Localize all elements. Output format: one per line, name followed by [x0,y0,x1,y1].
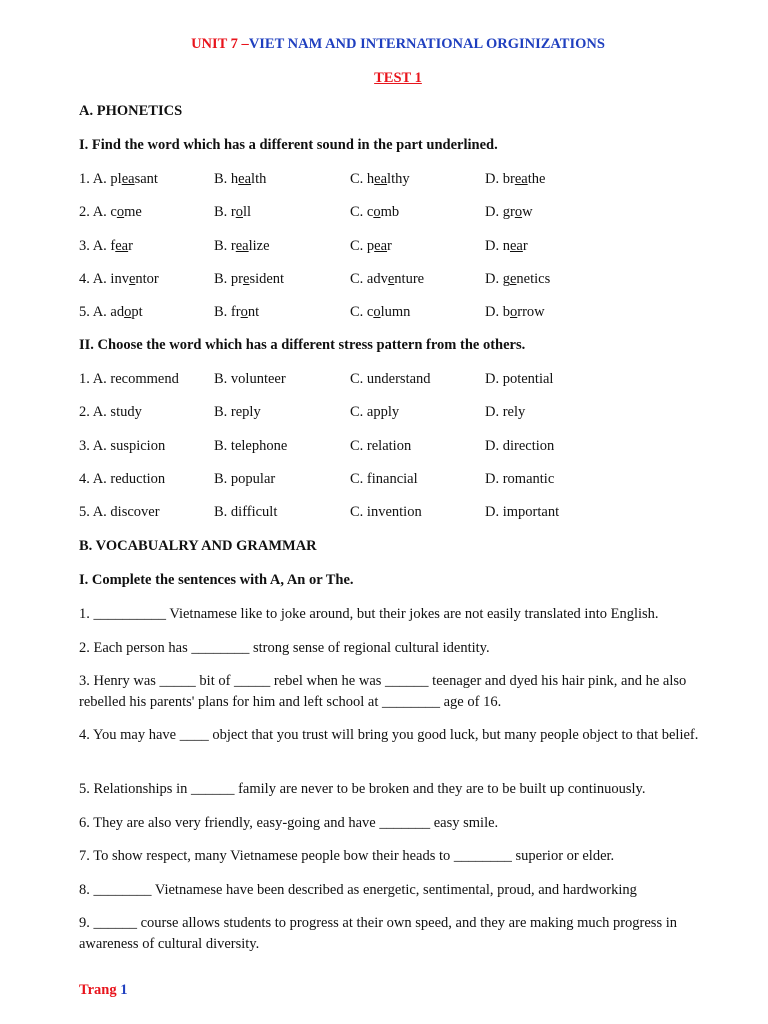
underlined-sound: ea [238,171,252,187]
underlined-sound: e [243,271,250,287]
option-b: B. president [214,271,285,287]
underlined-sound: o [124,304,132,320]
unit-title [0,36,768,53]
underlined-sound: e [387,271,395,287]
option-d: D. grow [485,204,533,220]
option-c: C. invention [350,504,422,520]
grammar-instruction-1: I. Complete the sentences with A, An or The. [79,572,354,588]
option-c: C. relation [350,438,412,454]
sentence-item: 5. Relationships in ______ family are never to be broken and they are to be built up continuously. [79,781,646,797]
option-d: D. important [485,504,560,520]
sentence-item: 4. You may have ____ object that you trust will bring you good luck, but many people object to that belief. [79,727,699,743]
underlined-sound: ea [115,238,129,254]
underlined-sound: ea [121,171,135,187]
underlined-sound: ea [235,238,249,254]
footer-label: Trang [79,982,117,998]
option-a: 1. A. pleasant [79,171,158,187]
sentence-item: 6. They are also very friendly, easy-going and have _______ easy smile. [79,815,499,831]
underlined-sound: o [116,204,125,220]
option-c: C. column [350,304,411,320]
option-b: B. reply [214,404,261,420]
underlined-sound: ea [374,238,388,254]
option-a: 3. A. suspicion [79,438,166,454]
option-b: B. realize [214,238,270,254]
option-c: C. healthy [350,171,410,187]
underlined-sound: ea [509,238,523,254]
unit-prefix: UNIT 7 – [191,36,249,52]
option-d: D. potential [485,371,554,387]
stress-row [79,371,719,391]
phonetics-instruction-2: II. Choose the word which has a different stress pattern from the others. [79,337,526,353]
stress-row [79,404,719,424]
option-d: D. genetics [485,271,551,287]
option-a: 1. A. recommend [79,371,179,387]
underlined-sound: o [373,304,381,320]
phonetics-row [79,271,719,291]
option-d: D. breathe [485,171,546,187]
phonetics-row [79,304,719,324]
stress-row [79,438,719,458]
underlined-sound: ea [374,171,388,187]
option-b: B. volunteer [214,371,286,387]
section-b-title: B. VOCABUALRY AND GRAMMAR [79,538,317,554]
phonetics-row [79,238,719,258]
underlined-sound: o [514,204,523,220]
sentence-item: 3. Henry was _____ bit of _____ rebel when he was ______ teenager and dyed his hair pink, and he also rebelled his parents' plans for him and left school at ________ age of 16. [79,673,687,710]
option-c: C. adventure [350,271,425,287]
stress-row [79,504,719,524]
underlined-sound: o [509,304,518,320]
stress-row [79,471,719,491]
sentence-item: 8. ________ Vietnamese have been described as energetic, sentimental, proud, and hardworking [79,882,637,898]
sentence-item: 2. Each person has ________ strong sense of regional cultural identity. [79,640,490,656]
underlined-sound: e [128,271,136,287]
option-b: B. difficult [214,504,278,520]
phonetics-row [79,171,719,191]
option-a: 2. A. come [79,204,142,220]
phonetics-instruction-1: I. Find the word which has a different sound in the part underlined. [79,137,498,153]
option-c: C. comb [350,204,400,220]
unit-name: VIET NAM AND INTERNATIONAL ORGINIZATIONS [248,36,605,52]
option-b: B. telephone [214,438,288,454]
option-a: 5. A. discover [79,504,160,520]
option-c: C. financial [350,471,418,487]
option-a: 2. A. study [79,404,142,420]
underlined-sound: o [373,204,381,220]
option-a: 3. A. fear [79,238,133,254]
page-footer [79,982,127,999]
option-c: C. understand [350,371,431,387]
phonetics-row [79,204,719,224]
option-d: D. borrow [485,304,545,320]
underlined-sound: o [240,304,248,320]
option-b: B. popular [214,471,276,487]
underlined-sound: o [235,204,243,220]
sentence-item: 7. To show respect, many Vietnamese people bow their heads to ________ superior or elder. [79,848,615,864]
test-title: TEST 1 [374,70,422,86]
option-c: C. pear [350,238,392,254]
option-b: B. health [214,171,267,187]
underlined-sound: e [509,271,517,287]
section-a-title: A. PHONETICS [79,103,183,119]
option-a: 4. A. reduction [79,471,166,487]
option-d: D. near [485,238,528,254]
underlined-sound: ea [514,171,528,187]
option-c: C. apply [350,404,400,420]
option-a: 5. A. adopt [79,304,143,320]
sentence-item: 9. ______ course allows students to progress at their own speed, and they are making much progress in awareness of cultural diversity. [79,915,677,952]
option-d: D. rely [485,404,526,420]
option-d: D. romantic [485,471,555,487]
option-a: 4. A. inventor [79,271,159,287]
option-d: D. direction [485,438,555,454]
option-b: B. roll [214,204,252,220]
sentence-item: 1. __________ Vietnamese like to joke around, but their jokes are not easily translated into English. [79,606,659,622]
page-number: 1 [120,982,128,998]
option-b: B. front [214,304,260,320]
